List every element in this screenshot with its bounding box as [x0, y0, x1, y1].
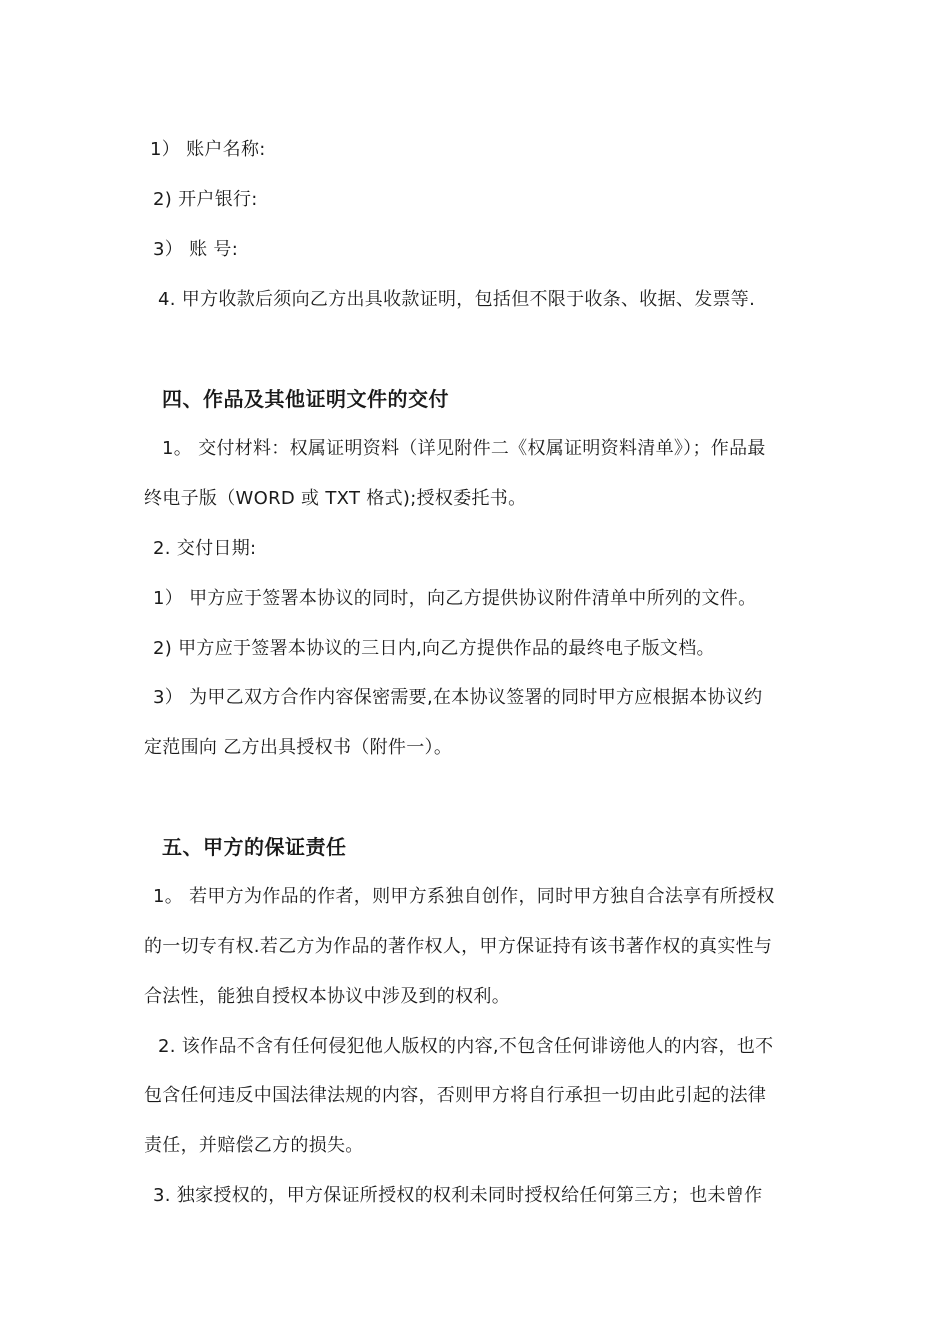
- s4-item2-3-line1: 3） 为甲乙双方合作内容保密需要,在本协议签署的同时甲方应根据本协议约: [153, 687, 763, 708]
- s4-item1-line1: 1。 交付材料：权属证明资料（详见附件二《权属证明资料清单》）；作品最: [162, 438, 766, 459]
- s5-item1-line2: 的一切专有权.若乙方为作品的著作权人，甲方保证持有该书著作权的真实性与: [144, 936, 773, 957]
- account-number-line: 3） 账 号:: [153, 239, 239, 260]
- s4-item2-1: 1） 甲方应于签署本协议的同时，向乙方提供协议附件清单中所列的文件。: [153, 588, 757, 609]
- section-4-heading: 四、作品及其他证明文件的交付: [162, 387, 449, 411]
- receipt-clause: 4. 甲方收款后须向乙方出具收款证明，包括但不限于收条、收据、发票等.: [158, 289, 756, 310]
- section-5-heading: 五、甲方的保证责任: [162, 835, 347, 859]
- bank-line: 2) 开户银行:: [153, 189, 258, 210]
- s5-item2-line1: 2. 该作品不含有任何侵犯他人版权的内容,不包含任何诽谤他人的内容，也不: [158, 1036, 774, 1057]
- s4-item1-line2: 终电子版（WORD 或 TXT 格式);授权委托书。: [144, 488, 527, 509]
- s5-item1-line1: 1。 若甲方为作品的作者，则甲方系独自创作，同时甲方独自合法享有所授权: [153, 886, 775, 907]
- s5-item1-line3: 合法性，能独自授权本协议中涉及到的权利。: [144, 986, 510, 1007]
- s5-item2-line2: 包含任何违反中国法律法规的内容，否则甲方将自行承担一切由此引起的法律: [144, 1085, 767, 1106]
- s4-item2: 2. 交付日期:: [153, 538, 257, 559]
- account-name-line: 1） 账户名称:: [150, 139, 266, 160]
- s4-item2-3-line2: 定范围向 乙方出具授权书（附件一）。: [144, 737, 453, 758]
- s5-item3-line1: 3. 独家授权的，甲方保证所授权的权利未同时授权给任何第三方；也未曾作: [153, 1185, 763, 1206]
- s5-item2-line3: 责任，并赔偿乙方的损失。: [144, 1135, 364, 1156]
- s4-item2-2: 2) 甲方应于签署本协议的三日内,向乙方提供作品的最终电子版文档。: [153, 638, 715, 659]
